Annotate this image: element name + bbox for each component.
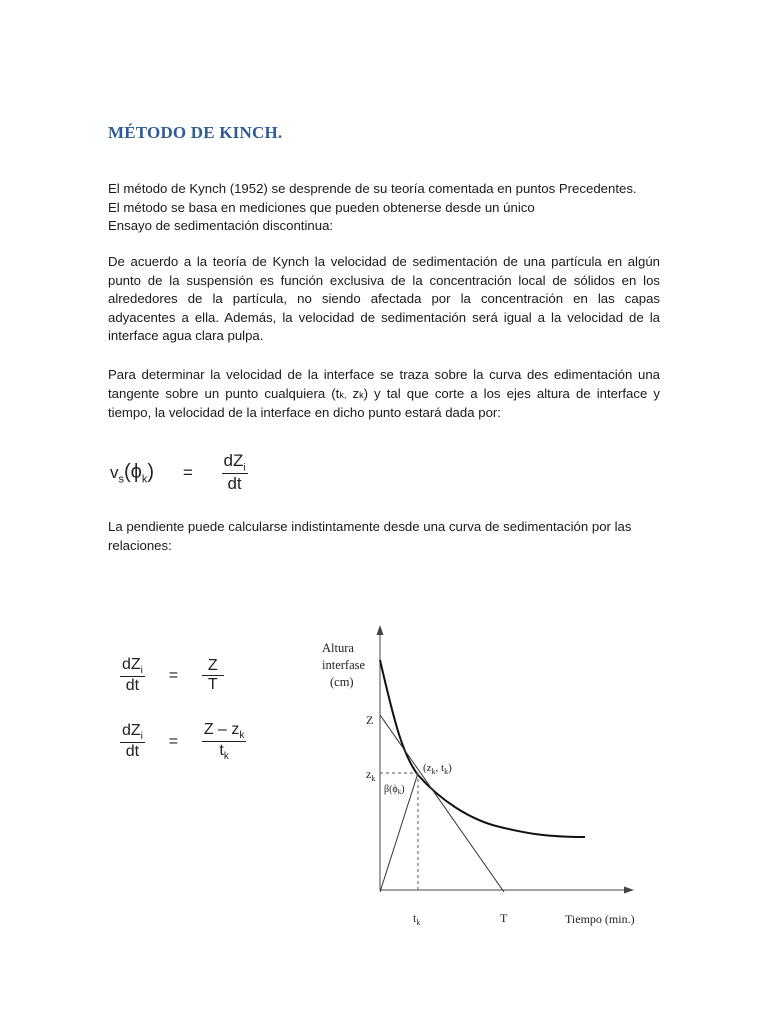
- formula1-phi: (ϕ: [124, 460, 142, 483]
- beta-close: ): [401, 784, 405, 795]
- x-label: Tiempo (min.): [565, 912, 635, 926]
- y-label-3: (cm): [330, 675, 354, 689]
- tangent-line-3: tiempo, la velocidad de la interface en dicho punto estará dada por:: [108, 405, 501, 421]
- formula2-den: dt: [120, 676, 145, 695]
- x-axis-arrow: [624, 887, 634, 894]
- beta-sub: k: [397, 788, 402, 796]
- point-label: [423, 762, 452, 776]
- y-label-2: interfase: [322, 658, 366, 672]
- formula2-num-sub: i: [140, 665, 143, 677]
- theory-line-1: De acuerdo a la teoría de Kynch la velocidad de sedimentación de una partícula en algún: [108, 254, 660, 269]
- formula1-num: [222, 451, 248, 473]
- formula1-num-sub: i: [243, 462, 246, 474]
- formula2-num-text: dZ: [122, 656, 141, 673]
- formula3-rden: [202, 741, 247, 762]
- beta-label: [384, 784, 405, 796]
- tangent-line-1: Para determinar la velocidad de la interface se traza sobre la curva des edimentación una: [108, 367, 660, 382]
- formula1-close: ): [147, 460, 155, 483]
- tk-label: [413, 911, 420, 927]
- formula1-lhs: [110, 460, 155, 485]
- formula1-phi-sub: k: [141, 472, 148, 485]
- tangent-paragraph: [108, 366, 660, 423]
- beta-text: β(ϕ: [384, 784, 398, 795]
- tangent-sub-tk: k,: [339, 389, 347, 400]
- theory-paragraph: [108, 253, 660, 346]
- slope-formula-2: [120, 721, 246, 762]
- point-sub-1: k: [431, 767, 436, 776]
- formula3-num-text: dZ: [122, 722, 141, 740]
- tangent-sub-zk: k: [359, 389, 364, 400]
- intro-paragraph: [108, 180, 660, 236]
- sedimentation-curve: [380, 660, 585, 837]
- formula3-num: [120, 722, 145, 742]
- formula3-den: dt: [120, 742, 145, 761]
- intro-line-2: El método se basa en mediciones que pueden obtenerse desde un único: [108, 199, 535, 215]
- theory-line-3: alrededores de la partícula, no siendo afectada por la concentración en las capas: [108, 291, 660, 307]
- point-text-3: ): [448, 762, 452, 774]
- formula1-equals: =: [182, 462, 193, 482]
- formula2-rden: T: [202, 675, 224, 694]
- formula2-rnum: Z: [207, 657, 218, 675]
- formula3-num-sub: i: [140, 731, 143, 743]
- y-label-1: Altura: [322, 641, 354, 655]
- formula3-rnum: [202, 721, 247, 741]
- formula2-equals: =: [168, 666, 179, 684]
- zk-label: [366, 767, 375, 783]
- formula2-num: [120, 656, 145, 676]
- slope-paragraph: [108, 518, 660, 555]
- slope-line-1: La pendiente puede calcularse indistintamente desde una curva de sedimentación por las: [108, 519, 632, 534]
- theory-line-4: adyacentes a ella. Además, la velocidad de sedimentación será igual a la velocidad de la: [108, 309, 660, 325]
- formula1-v: v: [110, 462, 119, 482]
- formula1-v-sub: s: [118, 472, 124, 485]
- formula3-left-fraction: [120, 722, 145, 761]
- formula3-right-fraction: [202, 721, 247, 762]
- formula1-den: dt: [222, 473, 248, 494]
- z-label: Z: [366, 713, 374, 727]
- tk-text: t: [413, 911, 417, 925]
- sedimentation-graph: [300, 615, 660, 940]
- point-sub-2: k: [444, 767, 449, 776]
- T-label: T: [500, 911, 508, 925]
- theory-line-2: punto de la suspensión es función exclusiva de la concentración local de sólidos en los: [108, 272, 660, 288]
- formula1-fraction: [222, 451, 248, 494]
- formula1-num-text: dZ: [223, 451, 244, 470]
- formula3-rnum-sub: k: [239, 730, 245, 742]
- zk-sub: k: [371, 774, 376, 783]
- velocity-formula: [110, 451, 248, 494]
- point-text-2: , t: [435, 762, 445, 774]
- intro-line-1: El método de Kynch (1952) se desprende de su teoría comentada en puntos Precedentes.: [108, 181, 637, 196]
- section-title: MÉTODO DE KINCH.: [108, 123, 283, 142]
- slope-formula-1: [120, 656, 224, 695]
- slope-line-2: relaciones:: [108, 537, 172, 553]
- tangent-line: [380, 715, 504, 892]
- zk-text: z: [366, 767, 372, 781]
- formula2-right-fraction: [202, 657, 224, 694]
- tangent-line-2c: ) y tal que corte a los ejes altura de interface y: [363, 385, 660, 401]
- formula3-equals: =: [168, 732, 179, 750]
- formula3-rnum-text: Z – z: [203, 721, 240, 738]
- point-text-1: (z: [423, 762, 432, 774]
- tk-sub: k: [416, 918, 421, 927]
- tangent-line-2a: tangente sobre un punto cualquiera (t: [108, 385, 340, 401]
- y-axis-arrow: [377, 625, 384, 635]
- formula3-rden-sub: k: [223, 751, 229, 763]
- tangent-line-2: [108, 385, 660, 405]
- formula2-left-fraction: [120, 656, 145, 695]
- formula3-rden-text: t: [219, 742, 224, 760]
- tangent-line-2b: z: [346, 385, 360, 401]
- intro-line-3: Ensayo de sedimentación discontinua:: [108, 218, 334, 234]
- theory-line-5: interface agua clara pulpa.: [108, 328, 264, 344]
